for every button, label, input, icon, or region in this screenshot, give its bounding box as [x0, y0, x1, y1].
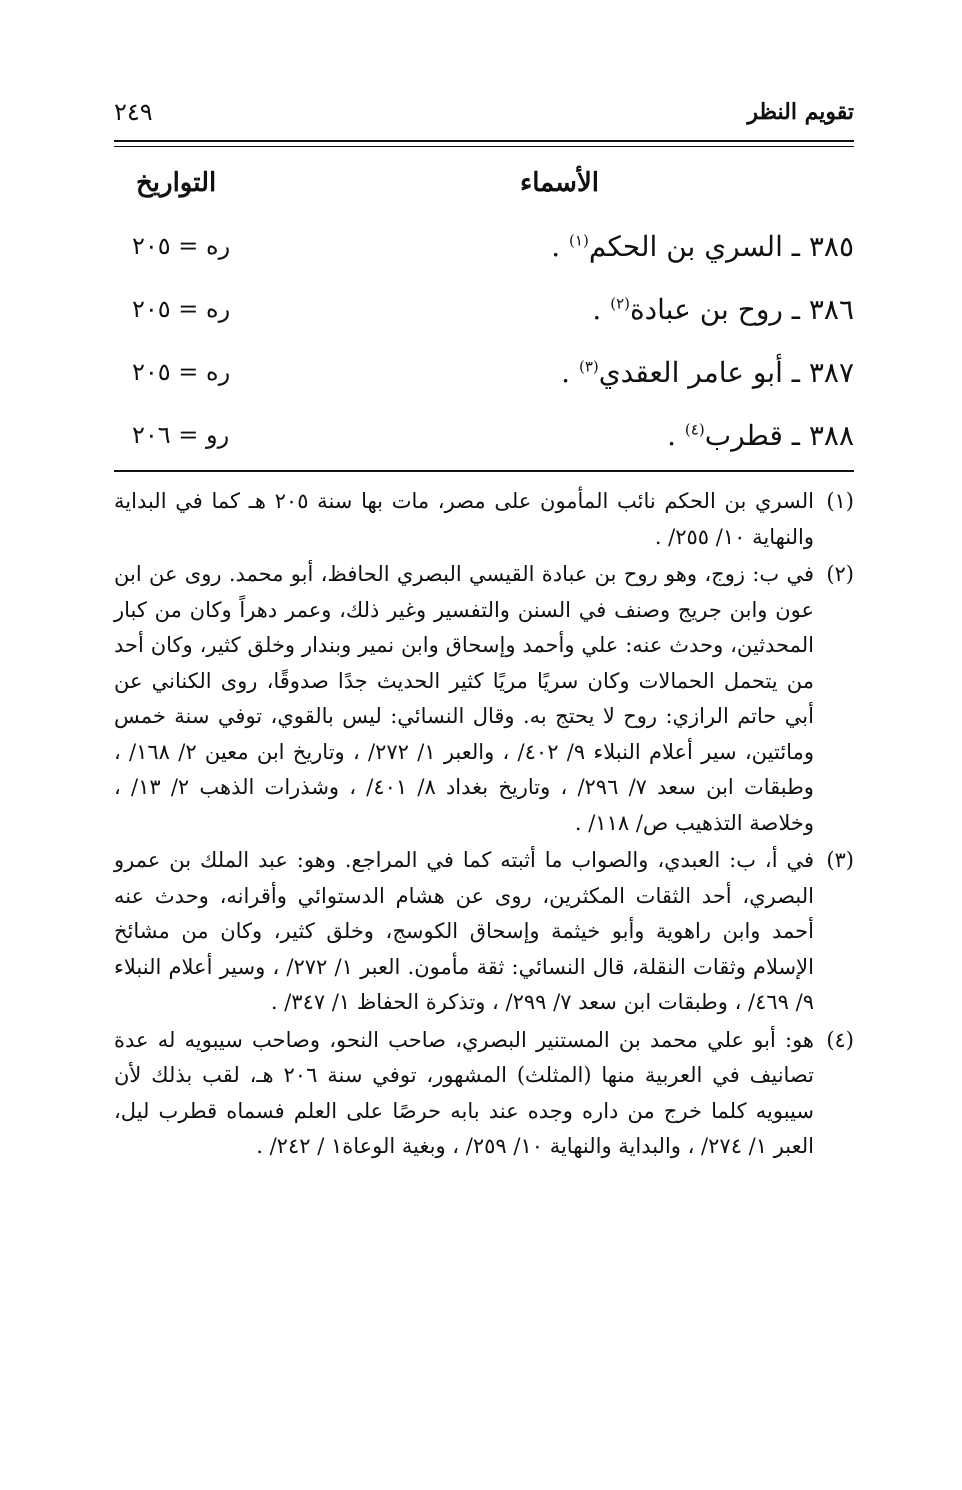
entry-date: ره = ٢٠٥ [132, 295, 231, 323]
header-rule [114, 140, 854, 142]
footnote-ref[interactable]: (٢) [610, 294, 631, 313]
entry-row [114, 411, 854, 474]
entry-row [114, 222, 854, 285]
footnote-number: (١) [826, 489, 854, 513]
footnote-text: السري بن الحكم نائب المأمون على مصر، مات بها سنة ٢٠٥ هـ كما في البداية والنهاية ١٠/ ٢٥٥/ . [114, 489, 814, 549]
footnote [114, 484, 854, 555]
footnotes-section [114, 484, 854, 1167]
entry-name: ٣٨٥ ـ السري بن الحكم$^{(١)}$ . [551, 230, 854, 263]
footnote-number: (٢) [826, 562, 854, 586]
page-header [114, 92, 854, 132]
footnotes-rule [114, 470, 854, 472]
footnote [114, 843, 854, 1021]
page-number: ٢٤٩ [114, 98, 153, 126]
entries-list [114, 222, 854, 474]
footnote-number: (٣) [826, 848, 854, 872]
entry-date: ره = ٢٠٥ [132, 232, 231, 260]
footnote-ref[interactable]: (٣) [578, 357, 599, 376]
footnote [114, 557, 854, 841]
header-rule-thin [114, 146, 854, 147]
footnote-ref[interactable]: (٤) [684, 420, 705, 439]
entry-date: ره = ٢٠٥ [132, 358, 231, 386]
entry-row [114, 285, 854, 348]
dates-column-heading: التواريخ [136, 168, 217, 198]
footnote-text: في أ، ب: العبدي، والصواب ما أثبته كما في المراجع. وهو: عبد الملك بن عمرو البصري، أحد الثقات المكثرين، روى عن هشام الدستوائي وأقرانه، وحدث عنه أحمد وابن راهوية وأبو خيثمة وإسحاق الكوسج، وخلق كثير، وكان من مشائخ الإسلام وثقات النقلة، قال النسائي: ثقة مأمون. العبر ١/ ٢٧٢/ ، وسير أعلام النبلاء ٩/ ٤٦٩/ ، وطبقات ابن سعد ٧/ ٢٩٩/ ، وتذكرة الحفاظ ١/ ٣٤٧/ . [114, 848, 814, 1014]
footnote-text: هو: أبو علي محمد بن المستنير البصري، صاحب النحو، وصاحب سيبويه له عدة تصانيف في العربية منها (المثلث) المشهور، توفي سنة ٢٠٦ هـ، لقب بذلك لأن سيبويه كلما خرج من داره وجده عند بابه حرصًا على العلم فسماه قطرب ليل، العبر ١/ ٢٧٤/ ، والبداية والنهاية ١٠/ ٢٥٩/ ، وبغية الوعاة١ / ٢٤٢/ . [114, 1027, 814, 1158]
entry-row [114, 348, 854, 411]
footnote [114, 1023, 854, 1165]
column-headers [114, 168, 854, 212]
entry-name: ٣٨٧ ـ أبو عامر العقدي$^{(٣)}$ . [561, 356, 854, 389]
entry-name: ٣٨٦ ـ روح بن عبادة$^{(٢)}$ . [592, 293, 854, 326]
names-column-heading: الأسماء [519, 168, 599, 198]
running-title: تقويم النظر [747, 99, 854, 125]
entry-name: ٣٨٨ ـ قطرب$^{(٤)}$ . [667, 419, 854, 452]
footnote-text: في ب: زوج، وهو روح بن عبادة القيسي البصري الحافظ، أبو محمد. روى عن ابن عون وابن جريج وصنف في السنن والتفسير وغير ذلك، وعمر دهراً وكان من كبار المحدثين، وحدث عنه: علي وأحمد وإسحاق وابن نمير وبندار وخلق كثير، وكان أحد من يتحمل الحمالات وكان سريًا مريًا كثير الحديث جدًا صدوقًا، روى الكناني عن أبي حاتم الرازي: روح لا يحتج به. وقال النسائي: ليس بالقوي، توفي سنة خمس ومائتين، سير أعلام النبلاء ٩/ ٤٠٢/ ، والعبر ١/ ٢٧٢/ ، وتاريخ ابن معين ٢/ ١٦٨/ ، وطبقات ابن سعد ٧/ ٢٩٦/ ، وتاريخ بغداد ٨/ ٤٠١/ ، وشذرات الذهب ٢/ ١٣/ ، وخلاصة التذهيب ص/ ١١٨/ . [114, 562, 814, 835]
entry-date: رو = ٢٠٦ [132, 421, 230, 449]
footnote-number: (٤) [826, 1027, 854, 1052]
footnote-ref[interactable]: (١) [569, 231, 589, 250]
